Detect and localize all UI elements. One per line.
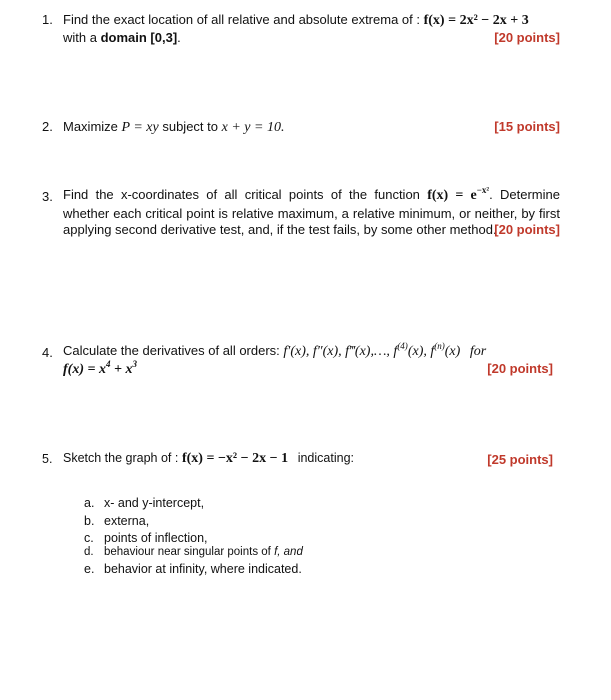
question-line: whether each critical point is relative maximum, a relative minimum, or neither, by first bbox=[63, 206, 560, 221]
question-text: . bbox=[177, 30, 181, 45]
list-item-label: e. bbox=[84, 562, 95, 576]
question-number: 1. bbox=[42, 12, 53, 27]
points-label: [20 points] bbox=[494, 30, 560, 45]
list-item-label: c. bbox=[84, 531, 94, 545]
question-number: 3. bbox=[42, 189, 53, 204]
domain-text: domain [0,3] bbox=[100, 30, 178, 45]
points-label: [15 points] bbox=[494, 119, 560, 134]
question-text: with a bbox=[63, 30, 97, 45]
list-item-text: externa, bbox=[104, 514, 150, 528]
question-line bbox=[63, 12, 529, 29]
list-item bbox=[84, 562, 302, 576]
list-item-label: d. bbox=[84, 546, 94, 558]
question-text: Maximize bbox=[63, 119, 118, 134]
list-item bbox=[84, 514, 149, 528]
question-line bbox=[63, 450, 354, 467]
list-item-text: x- and y-intercept, bbox=[104, 496, 205, 510]
question-number: 5. bbox=[42, 452, 53, 466]
points-label: [25 points] bbox=[487, 452, 553, 467]
list-item-label: b. bbox=[84, 514, 95, 528]
question-text: Find the x-coordinates of all critical points of the function bbox=[63, 187, 420, 202]
list-item-text: f, and bbox=[274, 546, 303, 558]
derivatives-list: f′(x), f″(x), f‴(x),…, $f^{(4)}(x)$, $f^{(n)}(x)$ bbox=[283, 341, 461, 359]
question-text: subject to bbox=[162, 119, 218, 134]
list-item bbox=[84, 531, 208, 545]
question-number: 4. bbox=[42, 345, 53, 360]
question-text: Calculate the derivatives of all orders: bbox=[63, 343, 280, 358]
question-line bbox=[63, 30, 181, 45]
math-expression: x + y = 10. bbox=[221, 120, 285, 135]
math-expression: P = xy bbox=[121, 120, 159, 135]
question-line bbox=[63, 361, 137, 378]
question-text: Find the exact location of all relative and absolute extrema of : bbox=[63, 12, 420, 27]
function-expression: $f(x) = e^{-x^2}$ bbox=[427, 185, 490, 203]
points-label: [20 points] bbox=[487, 361, 553, 376]
function-expression: f(x) = 2x² − 2x + 3 bbox=[423, 13, 529, 28]
list-item bbox=[84, 546, 303, 558]
question-line: applying second derivative test, and, if the test fails, by some other method. bbox=[63, 222, 497, 237]
question-text: indicating: bbox=[297, 451, 354, 465]
question-number: 2. bbox=[42, 119, 53, 134]
list-item-label: a. bbox=[84, 496, 95, 510]
list-item-text: points of inflection, bbox=[104, 531, 208, 545]
question-line bbox=[63, 119, 284, 136]
list-item-text: behaviour near singular points of bbox=[104, 546, 271, 558]
points-label: [20 points] bbox=[494, 222, 560, 237]
question-line bbox=[63, 187, 560, 204]
function-expression: f(x) = −x² − 2x − 1 bbox=[181, 451, 289, 466]
question-text: . Determine bbox=[489, 187, 560, 202]
function-expression: $f(x) = x^4 + x^3$ bbox=[63, 359, 137, 377]
for-word: for bbox=[469, 344, 487, 359]
question-line bbox=[63, 343, 486, 360]
list-item-text: behavior at infinity, where indicated. bbox=[104, 562, 302, 576]
list-item bbox=[84, 496, 204, 510]
question-text: Sketch the graph of : bbox=[63, 451, 179, 465]
